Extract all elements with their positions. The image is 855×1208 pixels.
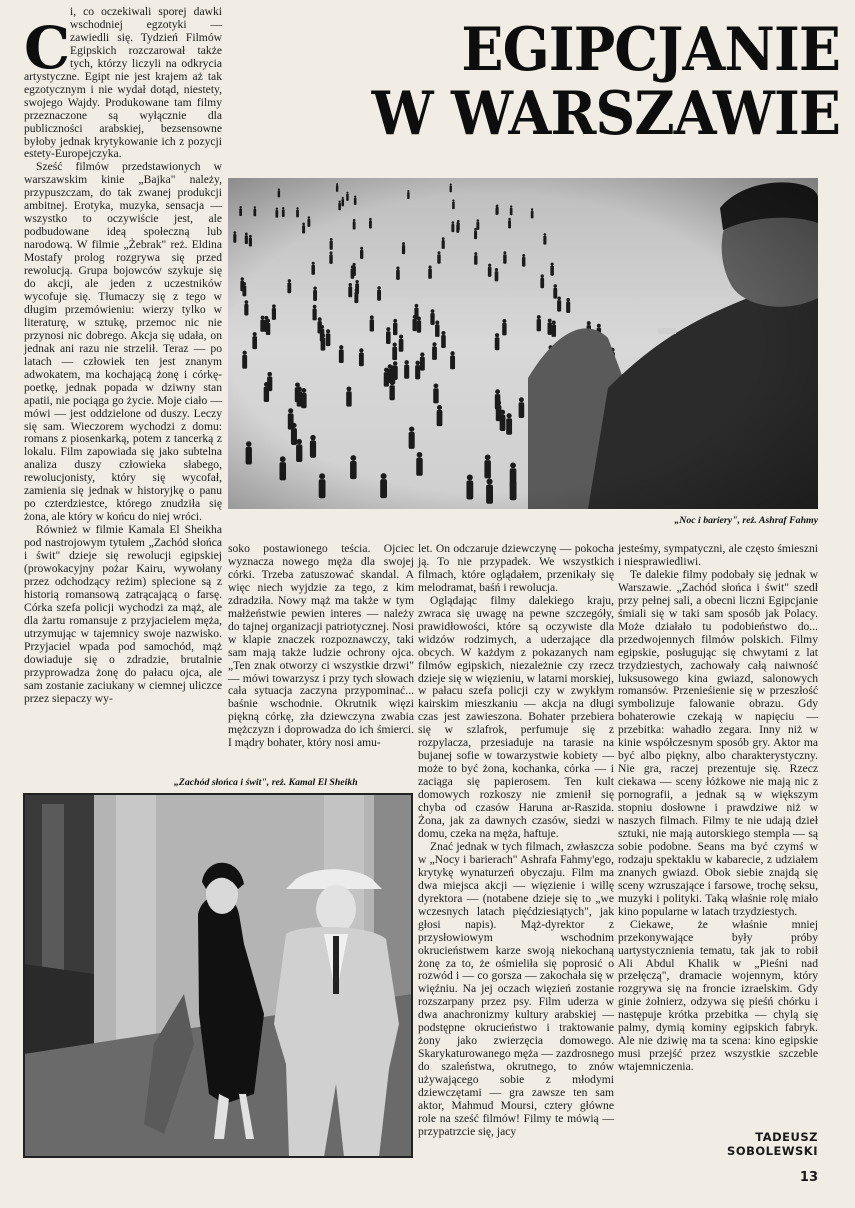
- title-line-1: EGIPCJANIE: [461, 15, 840, 85]
- photo-noc-i-bariery: [228, 178, 818, 509]
- drop-cap-space: [24, 6, 70, 68]
- title-line-2: W WARSZAWIE: [371, 79, 840, 149]
- column-2: [228, 543, 414, 756]
- couple-in-palace-image: [24, 794, 412, 1157]
- drop-cap: C: [24, 14, 71, 82]
- caption-top-photo: „Noc i bariery", reż. Ashraf Fahmy: [674, 515, 818, 526]
- col3-paragraph-2: Oglądając filmy dalekiego kraju, zwraca się uwagę na pewne szczegóły, prawidłowości, które są oczywiste dla widzów rodzimych, a uderzające dla obcych. W każdym z pokazanych nam filmów egipskich, niezależnie czy rzecz dzieje się w więzieniu, w latarni morskiej, w pałacu szefa policji czy w zwykłym kairskim mieszkaniu — akcja na długi czas jest zawieszona. Bohater przebiera się w szlafrok, perfumuje się z rozpylacza, przesiaduje na tarasie na bujanej sofie w towarzystwie kobiety — może to być żona, kochanka, córka — i zaciąga się papierosem. Ten kult domowych rozkoszy nie zmienił się chyba od czasów Haruna ar-Raszida. Żona, jak za dawnych czasów, siedzi w domu, czeka na męża, haftuje.: [418, 593, 614, 840]
- page-number: 13: [799, 1170, 818, 1185]
- crowd-in-snow-image: [228, 178, 818, 509]
- column-3: [418, 542, 614, 1138]
- column-4: [618, 543, 818, 1108]
- author-last-name: SOBOLEWSKI: [727, 1144, 818, 1158]
- col4-paragraph-3: Ciekawe, że właśnie mniej przekonywające były próby uartystycznienia tematu, tak jak to robił Ali Abdul Khalik w „Pieśni nad przełęczą", dramacie wojennym, który rozgrywa się na froncie izraelskim. Gdy ginie żołnierz, odzywa się pieśń chórku i następuje krótka przebitka — chylą się palmy, dymią kominy egipskich fabryk. Ale nie dziwię ma ta scena: kino egipskie musi przejść przez wszystkie szczeble wtajemniczenia.: [618, 917, 818, 1074]
- col3-paragraph-1: let. On odczaruje dziewczynę — pokocha ją. To nie przypadek. We wszystkich filmach, które oglądałem, przenikały się melodramat, baśń i rewolucja.: [418, 542, 614, 594]
- col4-paragraph-1: jesteśmy, sympatyczni, ale często śmieszni i niesprawiedliwi.: [618, 542, 818, 568]
- article-title: [325, 15, 840, 149]
- col1-paragraph-1: i, co oczekiwali sporej dawki wschodniej egzotyki — zawiedli się. Tydzień Filmów Egipskich rozczarował także tych, którzy liczyli na odkrycia artystyczne. Egipt nie jest krajem aż tak egzotycznym i nie wydał dotąd, niestety, swojego Wajdy. Produkowane tam filmy przeznaczone są wyłącznie dla publiczności arabskiej, bezsensowne byłoby jednak krytykowanie ich z pozycji estety-Europejczyka.: [24, 5, 222, 161]
- author-byline: [727, 1130, 818, 1158]
- col1-paragraph-3: Również w filmie Kamala El Sheikha pod nastrojowym tytułem „Zachód słońca i świt" dzieje się rewolucji egipskiej (prowokacyjny pożar Kairu, wywołany przez odchodzący reżim) splecione są z historią romansową zatrącającą o farsę. Córka szefa policji wychodzi za mąż, ale dla żartu romansuje z przyjacielem męża, utrzymując w tajemnicy swoje nazwisko. Przyjaciel wpada pod samochód, mąż dowiaduje się o zdradzie, brutalnie przyprowadza żonę do pałacu ojca, ale sam zostanie zaciukany w ciemnej uliczce przez siepaczy wy-: [24, 523, 222, 705]
- col3-paragraph-3: Znać jednak w tych filmach, zwłaszcza w „Nocy i barierach" Ashrafa Fahmy'ego, krytykę wynaturzeń obyczaju. Film ma dwa miejsca akcji — więzienie i willę dyrektora — (notabene dzieje się to „we wczesnych latach pięćdziesiątych", jak głosi napis). Mąż-dyrektor z przysłowiowym wschodnim okrucieństwem karze swoją niekochaną żonę za to, że ośmieliła się poprosić o rozwód i — co gorsza — zakochała się w więźniu. Na jej oczach więzień zostanie rozszarpany przez psy. Film uderza w dwa anachronizmy kultury arabskiej — podstępne okrucieństwo i traktowanie żony jako zwierzęcia domowego. Skarykaturowanego męża — zazdrosnego do szaleństwa, okrutnego, to znów używającego sobie z młodymi dziewczętami — gra zawsze ten sam aktor, Mahmud Moursi, cztery główne role na sześć filmów! Filmy te mówią — przypatrzcie się, jacy: [418, 839, 614, 1138]
- col4-paragraph-2: Te dalekie filmy podobały się jednak w Warszawie. „Zachód słońca i świt" szedł przy pełnej sali, a obecni liczni Egipcjanie śmiali się w taki sam sposób jak Polacy. Może działało tu podobieństwo do... przedwojennych filmów polskich. Filmy egipskie, posługując się chwytami z lat trzydziestych, zachowały całą naiwność luksusowego kina gwiazd, salonowych romansów. Przenieśienie się w przeszłość symbolizuje falowanie obrazu. Gdy bohaterowie czekają w napięciu — przebitka: wahadło zegara. Inny niż w kinie współczesnym sposób gry. Aktor ma być albo piękny, albo charakterystyczny. Nie gra, raczej prezentuje się. Rzecz ciekawa — sceny łóżkowe nie mają nic z pornografii, a jednak są w większym stopniu dosłowne i prawdziwe niż w naszych filmach. Filmy te nie udają dzieł sztuki, nie mają autorskiego stempla — są sobie podobne. Seans ma być czymś w rodzaju spektaklu w kabarecie, z udziałem znanych gwiazd. Obok siebie znajdą się sceny wzruszające i farsowe, trochę seksu, muzyki i polityki. Taką właśnie rolę miało kino popularne w latach trzydziestych.: [618, 567, 818, 918]
- caption-bottom-photo: „Zachód słońca i świt", reż. Kamal El Sheikh: [174, 777, 358, 788]
- col2-paragraph-1: soko postawionego teścia. Ojciec wyznacza nowego męża dla swojej córki. Trzeba zatuszować skandal. A więc niech wyjdzie za tego, z kim zdradziła. Nowy mąż ma także w tym małżeństwie pewien interes — należy do tajnej organizacji patriotycznej. Nosi w klapie znaczek rozpoznawczy, taki sam mają także ludzie ochrony ojca. „Ten znak otworzy ci wszystkie drzwi" — mówi towarzysz i przy tych słowach cała sytuacja zaczyna przypominać... baśnie wschodnie. Okrutnik więzi piękną córkę, zła dziewczyna zwabia mężczyzn i doprowadza do ich śmierci. I mądry bohater, który nosi amu-: [228, 542, 414, 750]
- author-first-name: TADEUSZ: [755, 1130, 818, 1144]
- column-1: [24, 6, 222, 756]
- col1-paragraph-2: Sześć filmów przedstawionych w warszawskim kinie „Bajka" należy, przypuszczam, do tak zwanej produkcji ambitnej. Erotyka, muzyka, sensacja — wszystko to oczywiście jest, ale podbudowane ideą społeczną lub narodową. W filmie „Żebrak" reż. Eldina Mostafy prolog rozgrywa się przed rewolucją. Grupa bojowców szykuje się do akcji, ale jeden z uczestników wycofuje się. Tłumaczy się z tego w długim przemówieniu: wierzy tylko w literaturę, w sztukę, przemoc nic nie przynosi nic dobrego. Akcja się udała, on jednak ani razu nie strzelił. Teraz — po latach — człowiek ten jest znanym adwokatem, ma kochającą żonę i córkę-poetkę, jednak popada w dziwny stan apatii, nie pociąga go życie. Moje ciało — mówi — jest oddzielone od duszy. Leczy się sam. Wieczorem wychodzi z domu: romans z piosenkarką, potem z tancerką z lokalu. Film zapowiada się jako subtelna analiza duszy człowieka słabego, rewolucjonisty, który się wycofał, zamienia się jednak w historyjkę o panu po czterdziestce, którego znudziła się żona, ale który w końcu do niej wróci.: [24, 160, 222, 524]
- photo-zachod-slonca-i-swit: [24, 794, 412, 1157]
